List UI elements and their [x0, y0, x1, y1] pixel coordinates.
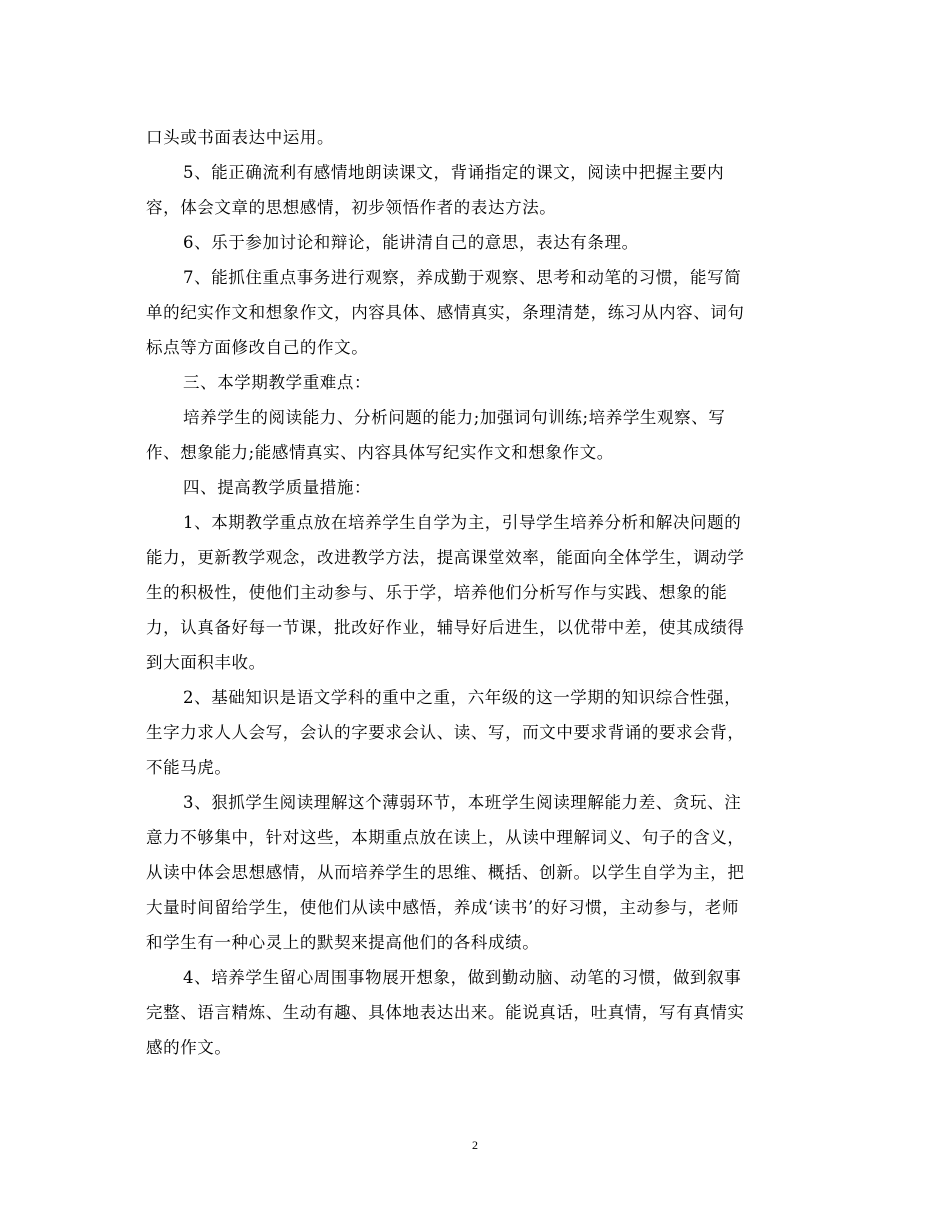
text-line: 标点等方面修改自己的作文。	[146, 338, 369, 357]
text-line: 作、想象能力;能感情真实、内容具体写纪实作文和想象作文。	[146, 443, 614, 462]
text-line: 不能马虎。	[146, 758, 232, 777]
section-heading: 三、本学期教学重难点：	[183, 373, 372, 392]
page-number: 2	[472, 1138, 478, 1152]
text-line: 口头或书面表达中运用。	[146, 128, 335, 147]
text-line: 到大面积丰收。	[146, 653, 266, 672]
text-line: 5、能正确流利有感情地朗读课文，背诵指定的课文，阅读中把握主要内	[183, 163, 725, 182]
text-line: 和学生有一种心灵上的默契来提高他们的各科成绩。	[146, 933, 540, 952]
section-heading: 四、提高教学质量措施：	[183, 478, 372, 497]
text-line: 生的积极性，使他们主动参与、乐于学，培养他们分析写作与实践、想象的能	[146, 583, 728, 602]
text-line: 大量时间留给学生，使他们从读中感悟，养成‘读书’的好习惯，主动参与，老师	[146, 898, 740, 917]
text-line: 容，体会文章的思想感情，初步领悟作者的表达方法。	[146, 198, 557, 217]
text-line: 完整、语言精炼、生动有趣、具体地表达出来。能说真话，吐真情，写有真情实	[146, 1003, 745, 1022]
text-line: 1、本期教学重点放在培养学生自学为主，引导学生培养分析和解决问题的	[183, 513, 742, 532]
text-line: 力，认真备好每一节课，批改好作业，辅导好后进生，以优带中差，使其成绩得	[146, 618, 745, 637]
text-line: 6、乐于参加讨论和辩论，能讲清自己的意思，表达有条理。	[183, 233, 639, 252]
text-line: 从读中体会思想感情，从而培养学生的思维、概括、创新。以学生自学为主，把	[146, 863, 745, 882]
text-line: 生字力求人人会写，会认的字要求会认、读、写，而文中要求背诵的要求会背，	[146, 723, 745, 742]
text-line: 培养学生的阅读能力、分析问题的能力;加强词句训练;培养学生观察、写	[183, 408, 726, 427]
document-body	[146, 120, 806, 1065]
text-line: 7、能抓住重点事务进行观察，养成勤于观察、思考和动笔的习惯，能写简	[183, 268, 742, 287]
text-line: 2、基础知识是语文学科的重中之重，六年级的这一学期的知识综合性强，	[183, 688, 742, 707]
text-line: 4、培养学生留心周围事物展开想象，做到勤动脑、动笔的习惯，做到叙事	[183, 968, 742, 987]
text-line: 能力，更新教学观念，改进教学方法，提高课堂效率，能面向全体学生，调动学	[146, 548, 745, 567]
text-line: 单的纪实作文和想象作文，内容具体、感情真实，条理清楚，练习从内容、词句	[146, 303, 745, 322]
text-line: 感的作文。	[146, 1038, 232, 1057]
text-line: 意力不够集中，针对这些，本期重点放在读上，从读中理解词义、句子的含义，	[146, 828, 745, 847]
text-line: 3、狠抓学生阅读理解这个薄弱环节，本班学生阅读理解能力差、贪玩、注	[183, 793, 742, 812]
